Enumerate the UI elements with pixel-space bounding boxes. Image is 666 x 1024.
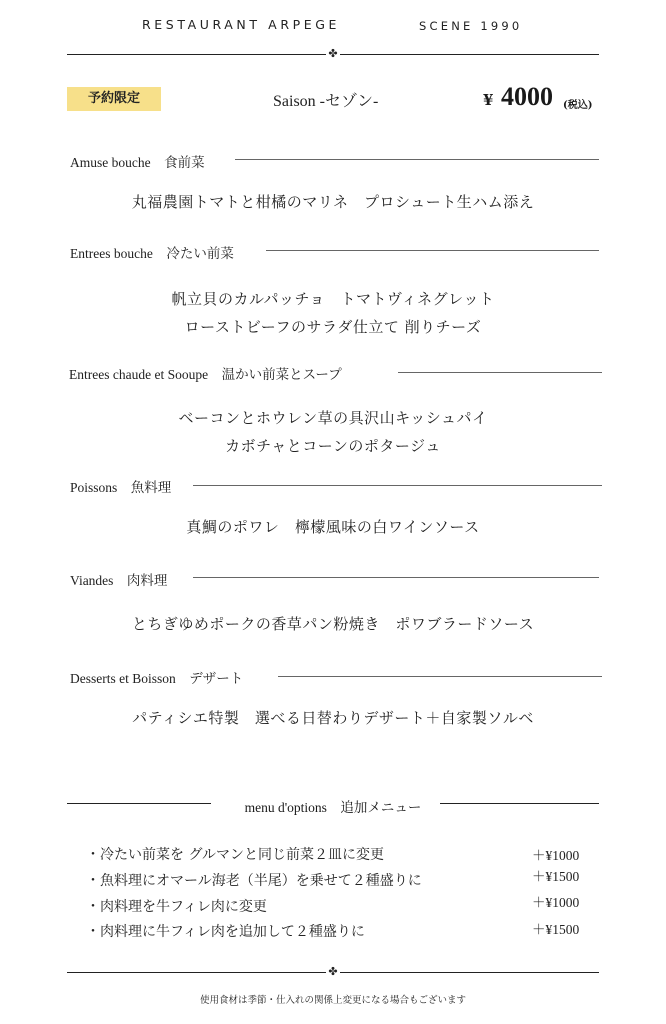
reservation-only-badge: 予約限定 (67, 87, 161, 111)
fleuron-ornament-icon: ✤ (326, 47, 340, 61)
tax-included-label: (税込) (563, 100, 593, 111)
footer-note: 使用食材は季節・仕入れの関係上変更になる場合もございます (199, 995, 466, 1006)
option-price: ＋¥1000 (532, 895, 580, 910)
section-divider (235, 159, 599, 160)
section-title-desserts: Desserts et Boisson デザート (70, 671, 244, 686)
section-divider (278, 676, 602, 677)
restaurant-name: RESTAURANT ARPEGE (142, 17, 341, 32)
options-divider-right (440, 803, 599, 804)
option-item: ・肉料理を牛フィレ肉に変更 (86, 899, 267, 915)
section-title-viandes: Viandes 肉料理 (70, 573, 168, 588)
course-price: 4000 (501, 82, 553, 111)
dish-item: 真鯛のポワレ 檸檬風味の白ワインソース (186, 518, 480, 536)
dish-item: ローストビーフのサラダ仕立て 削りチーズ (184, 318, 482, 336)
section-divider (266, 250, 599, 251)
section-title-entrees-chaude: Entrees chaude et Sooupe 温かい前菜とスープ (69, 367, 342, 382)
option-price: ＋¥1500 (532, 922, 580, 937)
option-item: ・肉料理に牛フィレ肉を追加して２種盛りに (86, 924, 365, 940)
course-title: Saison -セゾン- (273, 93, 379, 110)
dish-item: とちぎゆめポークの香草パン粉焼き ポワブラードソース (131, 615, 535, 633)
option-item: ・冷たい前菜を グルマンと同じ前菜２皿に変更 (86, 847, 385, 863)
section-title-amuse: Amuse bouche 食前菜 (70, 155, 205, 170)
section-divider (398, 372, 602, 373)
options-title: menu d'options 追加メニュー (244, 800, 422, 815)
section-title-poissons: Poissons 魚料理 (70, 480, 172, 495)
fleuron-ornament-icon: ✤ (326, 965, 340, 979)
dish-item: パティシエ特製 選べる日替わりデザート＋自家製ソルベ (132, 709, 534, 727)
dish-item: ベーコンとホウレン草の具沢山キッシュパイ (178, 409, 488, 427)
option-item: ・魚料理にオマール海老（半尾）を乗せて２種盛りに (86, 873, 422, 889)
dish-item: カボチャとコーンのポタージュ (225, 437, 441, 455)
option-price: ＋¥1000 (532, 848, 580, 863)
dish-item: 帆立貝のカルパッチョ トマトヴィネグレット (171, 290, 495, 308)
option-price: ＋¥1500 (532, 869, 580, 884)
section-divider (193, 485, 602, 486)
scene-label: SCENE 1990 (419, 19, 523, 33)
section-divider (193, 577, 599, 578)
dish-item: 丸福農園トマトと柑橘のマリネ プロシュート生ハム添え (131, 193, 535, 211)
currency-symbol: ¥ (483, 91, 494, 109)
section-title-entrees-bouche: Entrees bouche 冷たい前菜 (70, 246, 234, 261)
